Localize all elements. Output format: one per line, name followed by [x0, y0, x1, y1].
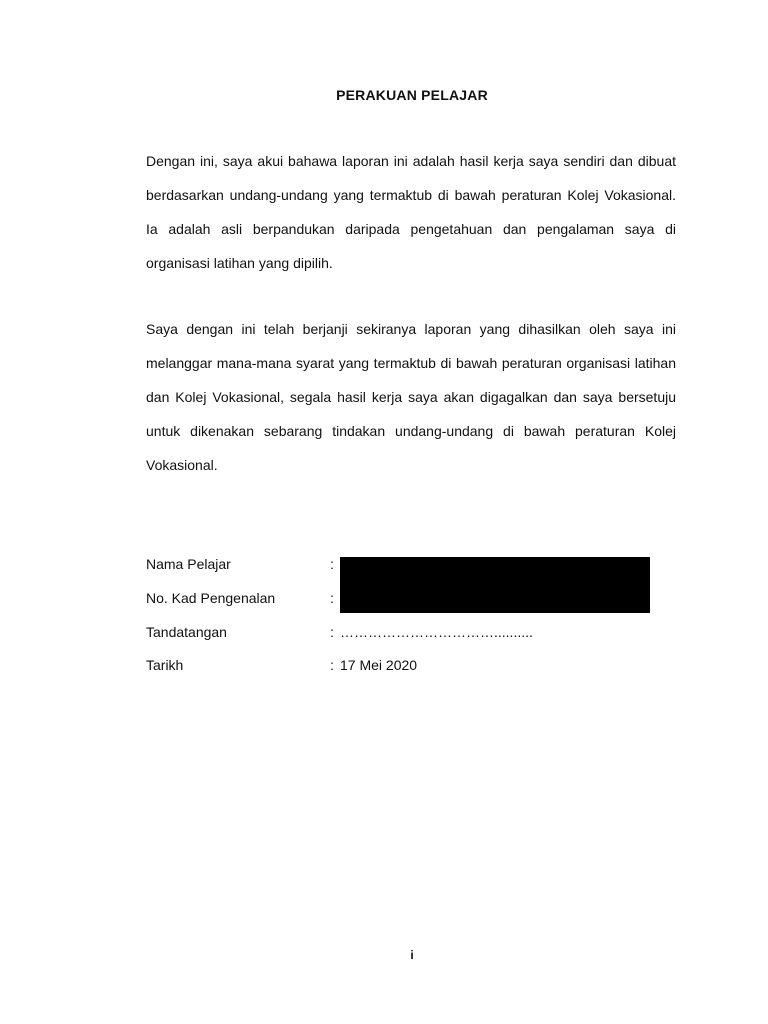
field-label: No. Kad Pengenalan: [146, 590, 276, 606]
document-title: PERAKUAN PELAJAR: [336, 87, 488, 103]
field-label: Tarikh: [146, 657, 184, 673]
field-separator: :: [330, 556, 334, 572]
declaration-paragraph-2: Saya dengan ini telah berjanji sekiranya laporan yang dihasilkan oleh saya ini melanggar mana-mana syarat yang termaktub di bawah peraturan organisasi latihan dan Kolej Vokasional, segala hasil kerja saya akan digagalkan dan saya bersetuju untuk dikenakan sebarang tindakan undang-undang di bawah peraturan Kolej Vokasional.: [146, 321, 676, 473]
page-number: i: [410, 948, 414, 962]
field-separator: :: [330, 624, 334, 640]
field-value: 17 Mei 2020: [340, 657, 418, 673]
field-separator: :: [330, 590, 334, 606]
declaration-paragraph-1: Dengan ini, saya akui bahawa laporan ini adalah hasil kerja saya sendiri dan dibuat berdasarkan undang-undang yang termaktub di bawah peraturan Kolej Vokasional. Ia adalah asli berpandukan daripada pengetahuan dan pengalaman saya di organisasi latihan yang dipilih.: [146, 153, 676, 271]
field-label: Tandatangan: [146, 624, 227, 640]
redaction-block: [340, 557, 650, 613]
field-separator: :: [330, 657, 334, 673]
field-label: Nama Pelajar: [146, 556, 231, 572]
signature-line: ……………………………..........: [340, 624, 533, 640]
